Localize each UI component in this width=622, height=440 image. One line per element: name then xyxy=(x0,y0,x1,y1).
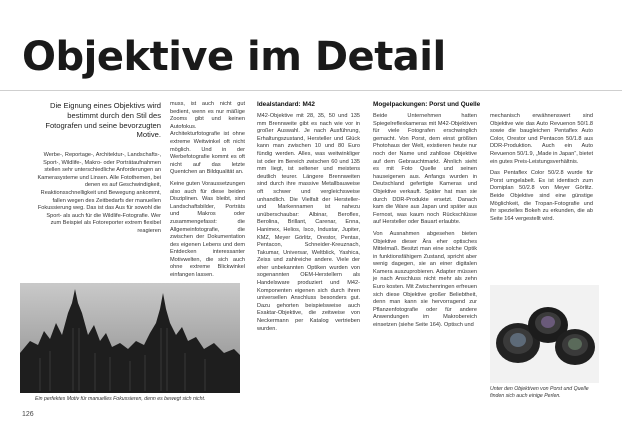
column-2-paragraph: muss, ist auch nicht gut bedient, wenn es nur mäßige Zooms gibt und keinen Autofokus. Architekturfotografie ist ohne extreme Weitwinkel oft nicht möglich. Und in der Werbefotografie kommt es oft nicht auf das letzte Quentchen an Bildqualität an. xyxy=(170,101,245,176)
lenses-photo xyxy=(490,285,599,383)
column-5-paragraph: mechanisch erwähnenswert sind Objektive wie das Auto Revuenon 50/1.8 sowie die baugleichen Pentaflex Auto Color, Orestor und Pentacon 50/1.8 aus DDR-Produktion. Auch ein Auto Revuenon 50/1.9, „Made in Japan“, bietet ein gutes Preis-Leistungsverhältnis. xyxy=(490,113,593,165)
title-divider xyxy=(0,90,622,91)
column-4-paragraph: Von Ausnahmen abgesehen bieten Objektive dieser Ära eher optisches Mittelmaß. Besitzt man eine solche Optik in funktionsfähigem Zustand, spricht aber wenig dagegen, sie an einer digitalen Kamera auszuprobieren. Adapter müssen je nach Anschluss nicht mehr als zehn Euro kosten. Mit Zwischenringen erfreuen sich diese Objektive großer Beliebtheit, denn man kann sie hervorragend zur Pflanzenfotografie oder für andere Anwendungen im Makrobereich einsetzen (siehe Seite 164). Optisch und xyxy=(373,230,477,329)
column-4 xyxy=(373,113,477,431)
cathedral-photo xyxy=(20,283,240,393)
column-4-paragraph: Beide Unternehmen hatten Spiegelreflexkameras mit M42-Objektiven für viele Fotografen erschwinglich gemacht. Von Porst, dem einst größten Photohaus der Welt, existieren heute nur noch der Name und zahllose Objektive auf dem Gebrauchtmarkt. Ähnlich sieht es mit Foto Quelle und seinen hauseigenen aus. Anfangs wurden in Deutschland gefertigte Kameras und Objektive verkauft. Später hat man sie durch DDR-Produkte ersetzt. Danach kam die Ware aus Japan und später aus Fernost, was kaum noch Rückschlüsse auf Hersteller oder Bauart erlaubte. xyxy=(373,113,477,226)
column-5-paragraph: Das Pentaflex Color 50/2.8 wurde für Porst umgelabelt. Es ist identisch zum Domiplan 50/2.8 von Meyer Görlitz. Beide Objektive sind eine günstige Möglichkeit, die Tropan-Fotografie und ihr spezielles Bokeh zu erkunden, die ab Seite 164 vergestellt wird. xyxy=(490,170,593,222)
lead-paragraph: Die Eignung eines Objektivs wird bestimmt durch den Stil des Fotografen und seine bevorzugten Motive. xyxy=(45,101,161,140)
lenses-photo-caption: Unter den Objektiven von Porst und Quelle finden sich auch einige Perlen. xyxy=(490,386,589,399)
column-5 xyxy=(490,113,593,263)
column-1 xyxy=(35,152,161,284)
column-1-paragraph: Werbe-, Reportage-, Architektur-, Landschafts-, Sport-, Wildlife-, Makro- oder Porträtaufnahmen stellen sehr unterschiedliche Anforderungen an Kamerasysteme und Linsen. Alle Fotothemen, bei denen es auf Geschwindigkeit, Reaktionsschnelligkeit und Bewegung ankommt, fallen wegen des Zeitbedarfs der manuellen Fokussierung weg. Das ist das Aus für sowohl die Sport- als auch für die Wildlife-Fotografie. Wer zum Beispiel als Fotoreporter extrem flexibel reagieren xyxy=(37,152,161,234)
section-heading-m42: Idealstandard: M42 xyxy=(257,101,315,108)
cathedral-photo-caption: Ein perfektes Motiv für manuelles Fokussieren, denn es bewegt sich nicht. xyxy=(35,396,206,402)
page-title: Objektive im Detail xyxy=(22,34,446,80)
page-number: 126 xyxy=(22,411,34,418)
column-2 xyxy=(170,101,245,279)
section-heading-porst-quelle: Mogelpackungen: Porst und Quelle xyxy=(373,101,481,108)
column-2-paragraph: Keine guten Voraussetzungen also auch für diese beiden Disziplinen. Was bleibt, sind Landschaftsbilder, Porträts und Makros oder zusammengefasst: die Allgemeinfotografie, die zwischen der Dokumentation des eigenen Lebens und dem Entdecken interessanter Motivwelten, die sich auch ohne extreme Blickwinkel einfangen lassen. xyxy=(170,180,245,279)
column-3-paragraph: M42-Objektive mit 28, 35, 50 und 135 mm Brennweite gibt es nach wie vor in großer Auswahl. Je nach Ausführung, Erhaltungszustand, Hersteller und Glück kann man zwischen 10 und 80 Euro fündig werden. Alles, was weitwinkliger ist oder im Bereich zwischen 60 und 135 mm liegt, ist seltener und meistens deutlich teurer. Längere Brennweiten sind durch ihre massive Metallbauweise oft schwer und vergleichsweise unhandlich. Die Vielfalt der Hersteller- und Markennamen ist nahezu unüberschaubar: Albinar, Beroflex, Berolina, Brillant, Carenar, Enna, Hanimex, Helios, Isco, Industar, Jupiter, KMZ, Meyer Görlitz, Orestor, Pentax, Pentacon, Schneider-Kreuznach, Takumar, Universar, Weltblick, Yashica, Zeiss und zahlreiche andere. Viele der eher unbekannten Optiken wurden von sogenannten OEM-Herstellern als Handelsware produziert und M42-Komponenten eigenen sich durch ihren universellen Anschluss besonders gut. Dazu gehorten beispielsweise auch Exaktar-Objektive, die zeitweise von Neckermann per Katalog vertrieben wurden. xyxy=(257,113,360,332)
column-3 xyxy=(257,113,360,431)
